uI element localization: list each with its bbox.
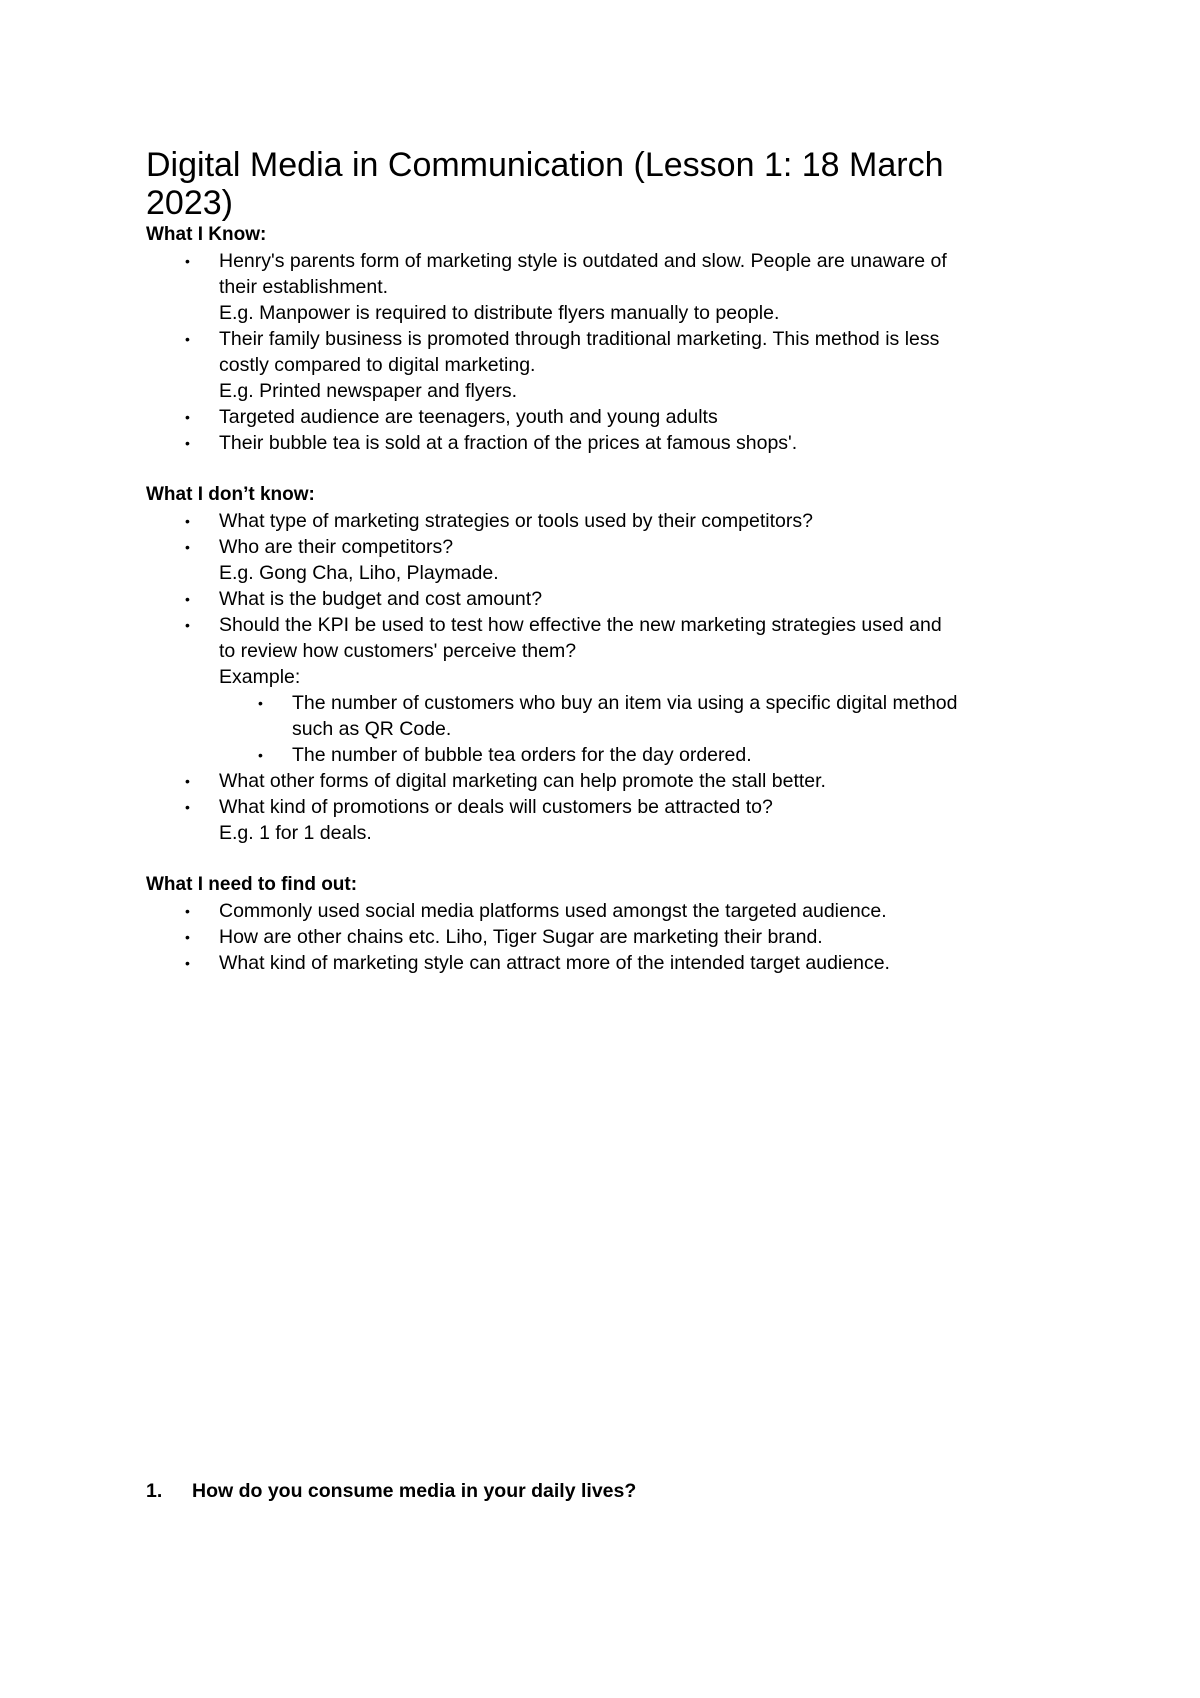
bullet-icon: • xyxy=(185,617,190,633)
question-number: 1. xyxy=(146,1480,163,1502)
list-item: • Their family business is promoted through traditional marketing. This method is less costly compared to digital marketing. E.g. Printed newspaper and flyers. xyxy=(185,328,940,402)
page-title: Digital Media in Communication (Lesson 1: 18 March 2023) xyxy=(146,146,944,222)
sublist-item: • The number of bubble tea orders for the day ordered. xyxy=(258,744,752,766)
list-item: • What kind of promotions or deals will customers be attracted to? E.g. 1 for 1 deals. xyxy=(185,796,773,844)
list-item: • Who are their competitors? E.g. Gong Cha, Liho, Playmade. xyxy=(185,536,499,584)
bullet-icon: • xyxy=(185,513,190,529)
dont-know-list xyxy=(146,508,1076,846)
bullet-icon: • xyxy=(185,253,190,269)
bullet-icon: • xyxy=(185,903,190,919)
example-sublist xyxy=(219,690,1076,768)
bullet-icon: • xyxy=(185,409,190,425)
bullet-icon: • xyxy=(258,747,263,763)
bullet-icon: • xyxy=(185,799,190,815)
list-item: • How are other chains etc. Liho, Tiger Sugar are marketing their brand. xyxy=(185,926,823,948)
list-item: • Commonly used social media platforms used amongst the targeted audience. xyxy=(185,900,887,922)
list-item: • Targeted audience are teenagers, youth and young adults xyxy=(185,406,718,428)
numbered-question xyxy=(146,1478,636,1504)
list-item: • Should the KPI be used to test how effective the new marketing strategies used and to review how customers' perceive them? Example: • The number of customers who buy an item via using a specific digital method such as QR Code. • The number of bubble tea orders for the day ordered. xyxy=(146,612,1076,768)
bullet-icon: • xyxy=(185,773,190,789)
list-item: • What type of marketing strategies or tools used by their competitors? xyxy=(185,510,813,532)
bullet-icon: • xyxy=(185,331,190,347)
list-item: • What is the budget and cost amount? xyxy=(185,588,543,610)
question-text: How do you consume media in your daily lives? xyxy=(192,1480,637,1502)
list-item: • Henry's parents form of marketing style is outdated and slow. People are unaware of their establishment. E.g. Manpower is required to distribute flyers manually to people. xyxy=(185,250,947,324)
bullet-icon: • xyxy=(185,435,190,451)
section-heading-know: What I Know: xyxy=(146,224,267,245)
find-out-list xyxy=(146,898,1076,976)
bullet-icon: • xyxy=(185,539,190,555)
section-heading-dont-know: What I don’t know: xyxy=(146,484,315,505)
bullet-icon: • xyxy=(185,591,190,607)
bullet-icon: • xyxy=(185,929,190,945)
know-list xyxy=(146,248,1076,456)
section-heading-find-out: What I need to find out: xyxy=(146,874,358,895)
list-item: • What kind of marketing style can attract more of the intended target audience. xyxy=(185,952,890,974)
list-item: • Their bubble tea is sold at a fraction of the prices at famous shops'. xyxy=(185,432,798,454)
document-page xyxy=(146,146,1076,976)
bullet-icon: • xyxy=(185,955,190,971)
sublist-item: • The number of customers who buy an item via using a specific digital method such as QR Code. xyxy=(258,692,958,740)
bullet-icon: • xyxy=(258,695,263,711)
list-item: • What other forms of digital marketing can help promote the stall better. xyxy=(185,770,826,792)
